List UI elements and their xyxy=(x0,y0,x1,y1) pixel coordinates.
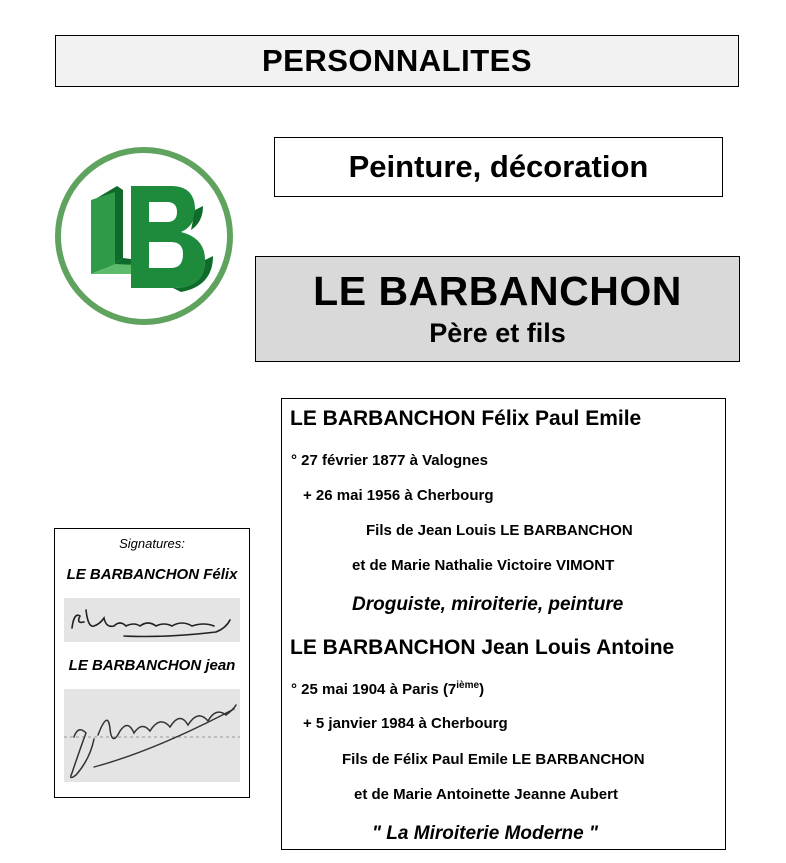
death-line: + 5 janvier 1984 à Cherbourg xyxy=(303,715,508,732)
signature-label-felix: LE BARBANCHON Félix xyxy=(66,566,238,583)
person-name: LE BARBANCHON Félix Paul Emile xyxy=(290,407,642,430)
signature-jean-image xyxy=(64,689,240,782)
birth-line: ° 27 février 1877 à Valognes xyxy=(291,452,488,469)
birth-superscript: ième xyxy=(456,680,480,691)
page-title: PERSONNALITES xyxy=(261,43,533,78)
family-title-box xyxy=(255,256,740,362)
father-line: Fils de Félix Paul Emile LE BARBANCHON xyxy=(342,751,645,768)
occupation-line: Droguiste, miroiterie, peinture xyxy=(352,594,624,615)
occupation-line: " La Miroiterie Moderne " xyxy=(372,823,598,844)
father-line: Fils de Jean Louis LE BARBANCHON xyxy=(366,522,633,539)
page-header xyxy=(55,35,739,87)
lb-logo xyxy=(53,146,235,326)
mother-line: et de Marie Antoinette Jeanne Aubert xyxy=(354,786,618,803)
mother-line: et de Marie Nathalie Victoire VIMONT xyxy=(352,557,615,574)
subject-box xyxy=(274,137,723,197)
family-name: LE BARBANCHON xyxy=(313,268,682,314)
family-subtitle: Père et fils xyxy=(429,318,566,348)
signature-label-jean: LE BARBANCHON jean xyxy=(68,657,236,674)
birth-line: ° 25 mai 1904 à Paris (7ième) xyxy=(291,680,485,698)
death-line: + 26 mai 1956 à Cherbourg xyxy=(303,487,494,504)
person-name: LE BARBANCHON Jean Louis Antoine xyxy=(290,636,675,659)
subject-title: Peinture, décoration xyxy=(348,149,649,184)
biography-box xyxy=(281,398,726,850)
signature-felix-image xyxy=(64,598,240,642)
signatures-caption: Signatures: xyxy=(119,536,185,551)
signatures-box xyxy=(54,528,250,798)
